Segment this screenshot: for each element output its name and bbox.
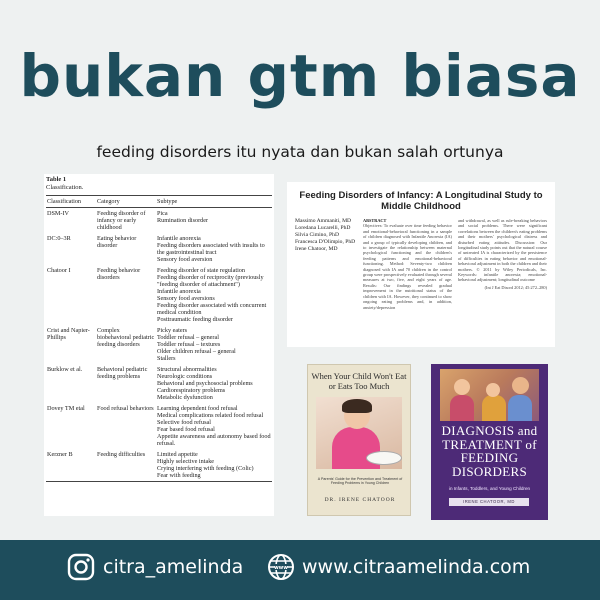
- cell-category: Food refusal behaviors: [97, 404, 154, 412]
- abstract-text-2: and withdrawal, as well as rule-breaking behaviors and social problems. There were significant correlations between the children's eating problems and their mothers' psychological distress and disturbed eating attitudes. Discussion: Our longitudinal study points out that the natural course of untreated IA is characterized by the persistence of difficulties in eating behavior and emotional-behavioral adjustment in both the children and their mothers. © 2011 by Wiley Periodicals, Inc. Keywords: infantile anorexia; emotional-behavioral adjustment; longitudinal outcome: [458, 218, 547, 283]
- subtype-item: Feeding disorder of state regulation: [157, 266, 245, 274]
- subtype-item: Feeding disorder of reciprocity (previously "feeding disorder of attachment"): [157, 273, 264, 288]
- book1-title: When Your Child Won't Eat or Eats Too Much: [311, 371, 407, 391]
- classification-table-card: [44, 174, 274, 516]
- table-header-row: [46, 196, 272, 208]
- header-subtype: Subtype: [156, 196, 272, 208]
- table-row: [46, 364, 272, 403]
- book-cover-when-your-child: [307, 364, 411, 516]
- book2-subtitle: in Infants, Toddlers, and Young Children: [448, 486, 531, 491]
- cell-subtypes: [156, 364, 272, 403]
- author: Francesca D'Olimpio, PhD: [295, 239, 356, 245]
- abstract-text-1: Objectives: To evaluate over time feeding behavior and emotional-behavioral functioning in a sample of children diagnosed with Infantile Anorexia (IA) and a group of typically developing children, and to investigate the relationship between maternal psychological functioning and the children's feeding patterns and emotional-behavioral functioning. Method: Seventy-two children diagnosed with IA and 70 children in the control group were prospectively evaluated through several measures at two, five, and eight years of age. Results: Our findings revealed gradual improvement in the nutritional status of the children with IA. However, they continued to show ongoing eating problems and, in addition, anxiety/depression: [363, 223, 452, 310]
- paper-authors: [295, 218, 357, 310]
- cell-category: Feeding difficulties: [96, 449, 156, 482]
- subtype-item: Structural abnormalities: [157, 365, 217, 373]
- author: Irene Chatoor, MD: [295, 246, 338, 252]
- cell-classification: DC:0–3R: [47, 234, 71, 242]
- table-row: [46, 265, 272, 325]
- cell-subtypes: [156, 233, 272, 265]
- cell-category: Eating behavior disorder: [97, 234, 137, 249]
- cell-subtypes: [156, 449, 272, 482]
- book2-author: IRENE CHATOOR, MD: [449, 498, 529, 506]
- subtype-item: Fear based food refusal: [157, 425, 215, 433]
- abstract-heading: ABSTRACT: [363, 218, 387, 223]
- subtype-item: Feeding disorder associated with concurrent medical condition: [157, 301, 267, 316]
- abstract-column-2: [458, 218, 547, 310]
- subtype-item: Neurologic conditions: [157, 372, 213, 380]
- instagram-handle[interactable]: citra_amelinda: [103, 556, 244, 578]
- author: Silvia Cimino, PhD: [295, 232, 339, 238]
- subtype-item: Selective food refusal: [157, 418, 211, 426]
- cell-category: Feeding disorder of infancy or early childhood: [97, 209, 146, 231]
- header-classification: Classification: [46, 196, 96, 208]
- subtype-item: Sensory food aversion: [157, 255, 213, 263]
- cell-classification: Kerzner B: [46, 449, 96, 482]
- subtype-item: Older children refusal – general: [157, 347, 236, 355]
- cell-category: Feeding behavior disorders: [97, 266, 141, 281]
- cell-classification: Dovey TM etal: [47, 404, 85, 412]
- subtype-item: Learning dependent food refusal: [157, 404, 238, 412]
- subtitle: feeding disorders itu nyata dan bukan salah ortunya: [96, 143, 504, 161]
- table-label: Table 1: [46, 176, 67, 183]
- subtype-item: Posttraumatic feeding disorder: [157, 315, 233, 323]
- cell-subtypes: [156, 208, 272, 234]
- table-row: [46, 208, 272, 234]
- cell-classification: Chatoor I: [47, 266, 71, 274]
- header-category: Category: [96, 196, 156, 208]
- subtype-item: Medical complications related food refusal: [157, 411, 264, 419]
- subtype-item: Highly selective intake: [157, 457, 215, 465]
- svg-text:www: www: [274, 565, 288, 571]
- subtype-item: Metabolic dysfunction: [157, 393, 213, 401]
- children-photo: [440, 369, 539, 421]
- table-row: [46, 233, 272, 265]
- globe-icon[interactable]: [266, 552, 296, 582]
- subtype-item: Appetite awareness and autonomy based food refusal.: [157, 432, 271, 447]
- cell-subtypes: [156, 403, 272, 449]
- cell-classification: DSM-IV: [47, 209, 70, 217]
- author: Massimo Ammaniti, MD: [295, 218, 352, 224]
- book-cover-diagnosis-treatment: [431, 364, 548, 520]
- cell-subtypes: [156, 265, 272, 325]
- classification-table: [46, 195, 272, 482]
- subtype-item: Infantile anorexia: [157, 287, 201, 295]
- cell-category: Behavioral pediatric feeding problems: [97, 365, 148, 380]
- instagram-icon[interactable]: [66, 552, 96, 582]
- paper-title: Feeding Disorders of Infancy: A Longitudinal Study to Middle Childhood: [299, 190, 543, 212]
- book1-author: DR. IRENE CHATOOR: [324, 497, 396, 503]
- subtype-item: Rumination disorder: [157, 216, 209, 224]
- paper-citation: (Int J Eat Disord 2012; 45:272–280): [484, 284, 547, 290]
- website-url[interactable]: www.citraamelinda.com: [302, 556, 531, 578]
- table-row: [46, 403, 272, 449]
- abstract-column-1: [363, 218, 452, 310]
- subtype-item: Toddler refusal – textures: [157, 340, 221, 348]
- subtype-item: Limited appetite: [157, 450, 198, 458]
- subtype-item: Feeding disorders associated with insults to the gastrointestinal tract: [157, 241, 265, 256]
- subtype-item: Fear with feeding: [157, 471, 201, 479]
- author: Loredana Lucarelli, PhD: [295, 225, 351, 231]
- cell-subtypes: [156, 325, 272, 364]
- subtype-item: Pica: [157, 209, 168, 217]
- table-caption: Classification.: [46, 184, 84, 191]
- cell-category: Complex biobehavioral pediatric feeding disorders: [97, 326, 155, 348]
- subtype-item: Stallers: [157, 354, 176, 362]
- subtype-item: Behavioral and psychosocial problems: [157, 379, 253, 387]
- paper-card: [287, 182, 555, 347]
- child-eating-photo: [316, 397, 402, 469]
- subtype-item: Infantile anorexia: [157, 234, 201, 242]
- subtype-item: Toddler refusal – general: [157, 333, 219, 341]
- main-title: bukan gtm biasa: [19, 42, 581, 110]
- book1-subtitle: A Parents' Guide for the Prevention and Treatment of Feeding Problems in Young Children: [317, 477, 403, 486]
- cell-classification: Crist and Napier-Phillips: [47, 326, 90, 341]
- table-row: [46, 449, 272, 482]
- subtype-item: Crying interfering with feeding (Colic): [157, 464, 254, 472]
- subtype-item: Sensory food aversions: [157, 294, 215, 302]
- subtype-item: Picky eaters: [157, 326, 188, 334]
- table-row: [46, 325, 272, 364]
- book2-title: DIAGNOSIS and TREATMENT of FEEDING DISORDERS: [441, 423, 538, 479]
- subtype-item: Cardiorespiratory problems: [157, 386, 226, 394]
- cell-classification: Burklow et al.: [47, 365, 83, 373]
